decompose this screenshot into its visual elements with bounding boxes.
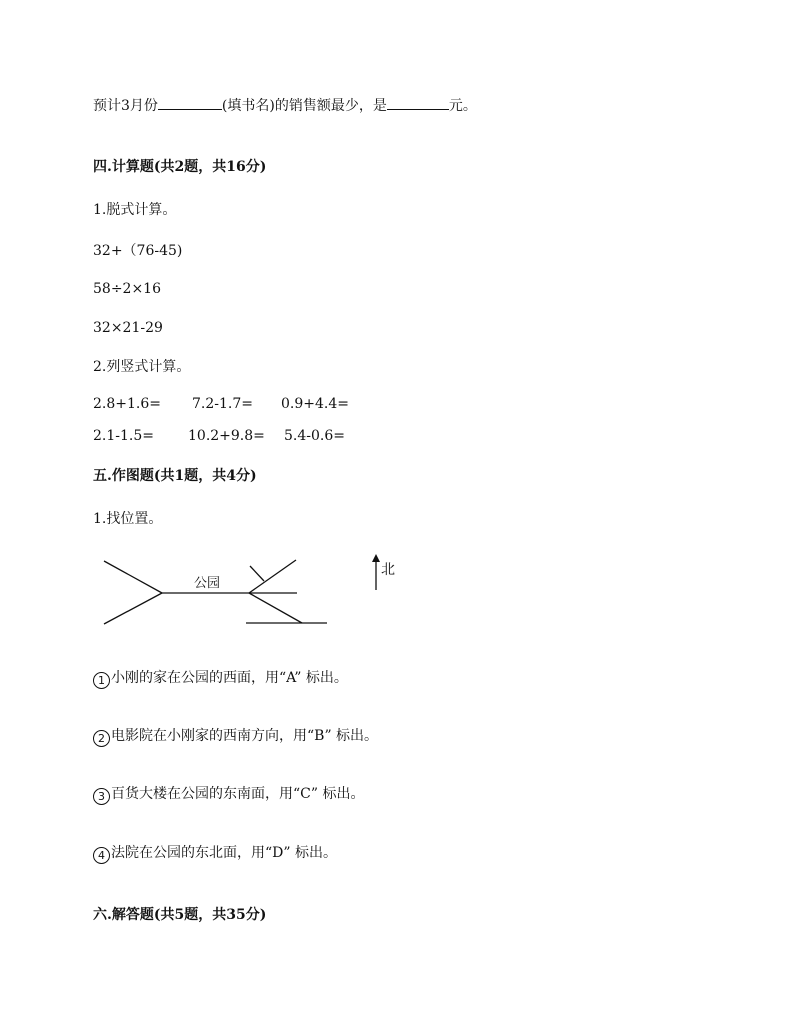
instruction-item-4	[93, 844, 337, 864]
road-west-lower	[104, 593, 162, 624]
q2-title: 2.列竖式计算。	[93, 359, 191, 375]
road-east-upper	[249, 560, 296, 593]
fill-mid: (填书名)的销售额最少，是	[221, 98, 387, 114]
q2-expression-6: 5.4-0.6=	[284, 428, 345, 444]
q2-expression-2: 7.2-1.7=	[192, 396, 253, 412]
circled-number: 3	[93, 788, 110, 805]
circled-number: 1	[93, 672, 110, 689]
q1-expression-3: 32×21-29	[93, 320, 163, 336]
instruction-text: 百货大楼在公园的东南面，用“C” 标出。	[111, 786, 365, 802]
road-east-branch	[250, 566, 264, 581]
q2-expression-5: 10.2+9.8=	[188, 428, 265, 444]
instruction-item-1	[93, 669, 348, 689]
park-label: 公园	[194, 576, 221, 591]
road-west-upper	[104, 561, 162, 593]
q2-expression-3: 0.9+4.4=	[281, 396, 349, 412]
circled-number: 4	[93, 847, 110, 864]
s5-q1-title: 1.找位置。	[93, 511, 163, 527]
section4-heading: 四.计算题(共2题，共16分)	[93, 159, 267, 175]
road-east-diagonal	[249, 593, 302, 623]
north-arrow-head	[372, 554, 380, 562]
north-label: 北	[381, 562, 395, 578]
q1-title: 1.脱式计算。	[93, 202, 177, 218]
q2-expression-4: 2.1-1.5=	[93, 428, 154, 444]
section6-heading: 六.解答题(共5题，共35分)	[93, 907, 267, 923]
instruction-text: 电影院在小刚家的西南方向，用“B” 标出。	[111, 728, 379, 744]
section5-heading: 五.作图题(共1题，共4分)	[93, 468, 257, 484]
instruction-item-3	[93, 785, 364, 805]
fill-prefix: 预计3月份	[93, 98, 158, 114]
q1-expression-2: 58÷2×16	[93, 281, 161, 297]
fill-suffix: 元。	[448, 98, 477, 114]
instruction-text: 小刚的家在公园的西面，用“A” 标出。	[111, 670, 348, 686]
q1-expression-1: 32+（76-45)	[93, 243, 183, 259]
instruction-text: 法院在公园的东北面，用“D” 标出。	[111, 845, 337, 861]
circled-number: 2	[93, 730, 110, 747]
q2-expression-1: 2.8+1.6=	[93, 396, 161, 412]
instruction-item-2	[93, 727, 378, 747]
